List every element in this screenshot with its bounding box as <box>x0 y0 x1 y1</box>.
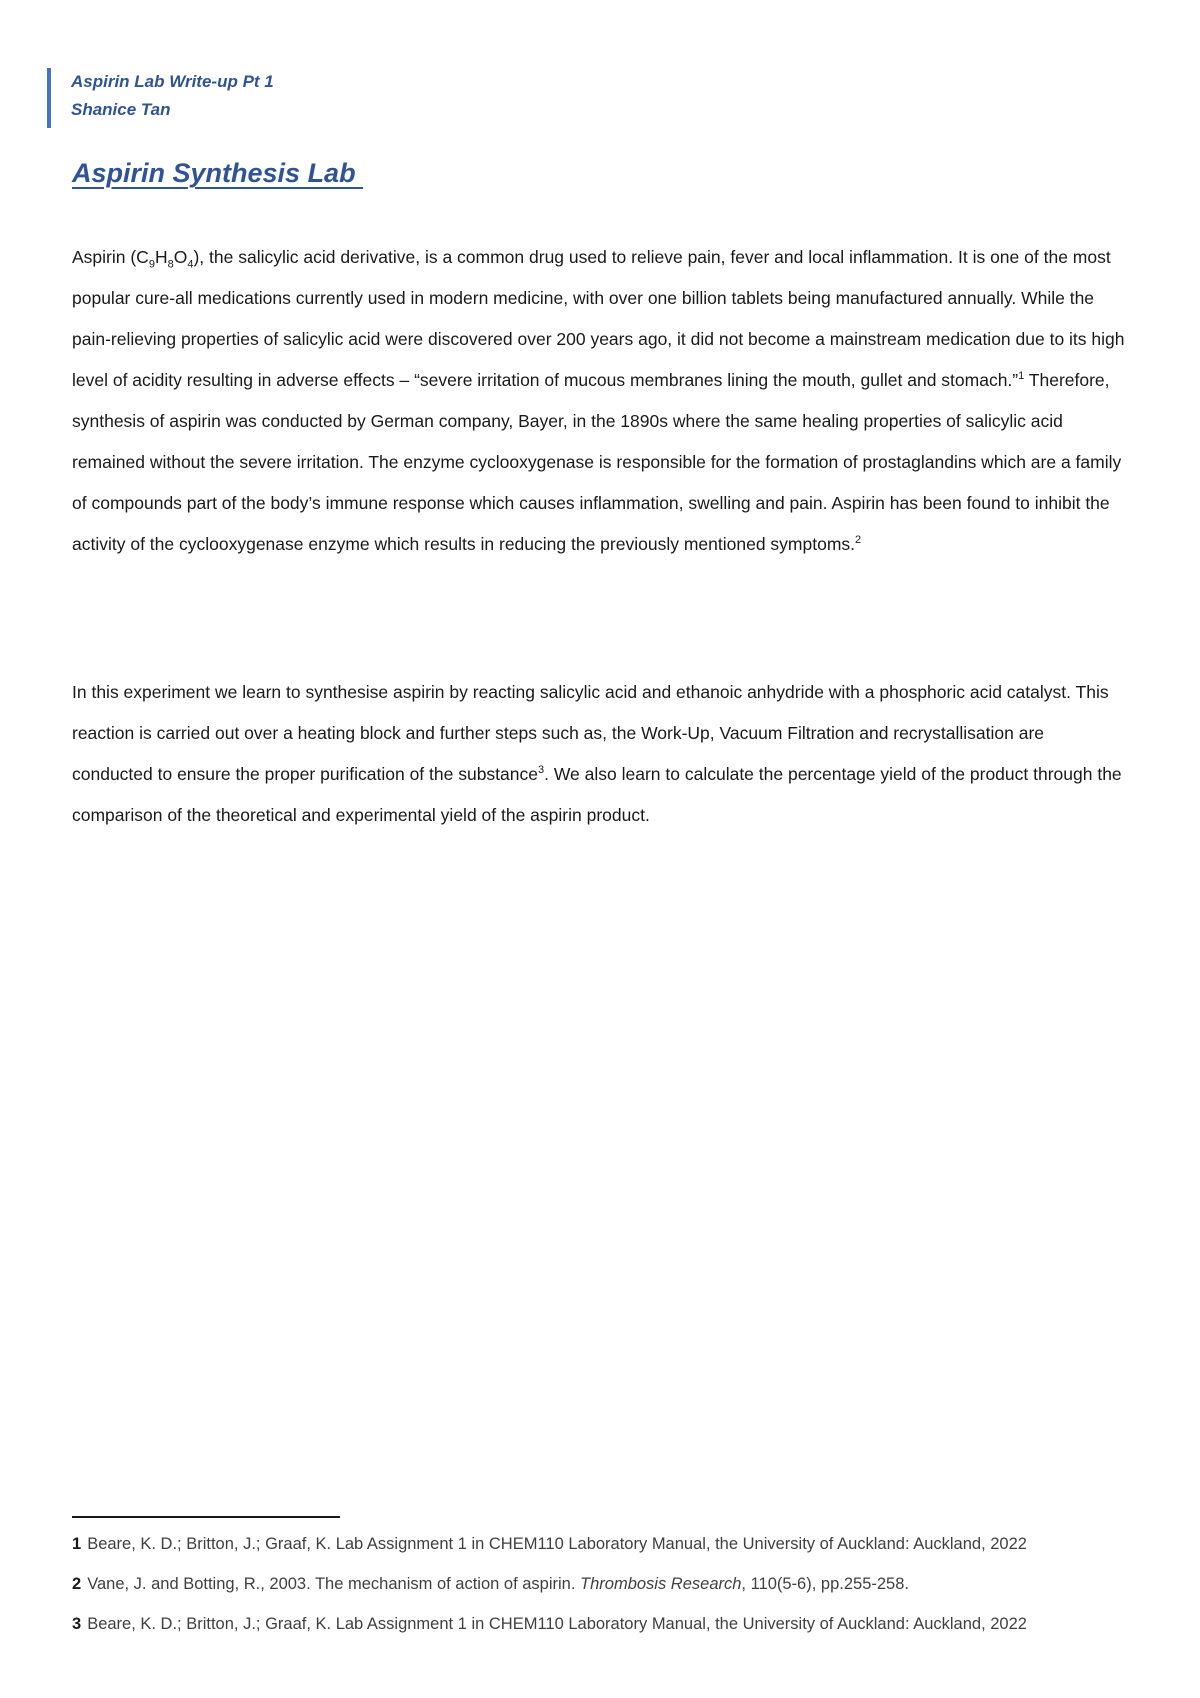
footnote-ref-1[interactable]: 1 <box>1018 370 1025 383</box>
footnote-2 <box>72 1564 1172 1604</box>
journal-name: Thrombosis Research <box>580 1575 742 1593</box>
para2-text-b: . We also learn to calculate the percentage yield of the product through the comparison of the theoretical and experimental yield of the aspirin product. <box>72 764 1122 825</box>
footnote-text-end: , 110(5-6), pp.255-258. <box>741 1575 909 1593</box>
para1-text-c: O <box>173 247 188 267</box>
footnote-text: Vane, J. and Botting, R., 2003. The mechanism of action of aspirin. <box>87 1575 581 1593</box>
oxygen-subscript: 4 <box>187 258 194 271</box>
carbon-subscript: 9 <box>148 258 155 271</box>
footnote-number: 2 <box>72 1575 82 1593</box>
page-header <box>47 68 274 128</box>
footnote-number: 3 <box>72 1615 82 1633</box>
document-title: Aspirin Synthesis Lab <box>72 158 364 188</box>
hydrogen-subscript: 8 <box>167 258 174 271</box>
experiment-paragraph <box>72 672 1128 836</box>
footnote-1 <box>72 1524 1172 1564</box>
intro-paragraph <box>72 237 1128 565</box>
footnote-separator <box>72 1516 340 1518</box>
footnotes-section <box>72 1524 1172 1644</box>
para1-text-d: ), the salicylic acid derivative, is a common drug used to relieve pain, fever and local inflammation. It is one of the most popular cure-all medications currently used in modern medicine, with over one billion tablets being manufactured annually. While the pain-relieving properties of salicylic acid were discovered over 200 years ago, it did not become a mainstream medication due to its high level of acidity resulting in adverse effects – “severe irritation of mucous membranes lining the mouth, gullet and stomach.” <box>72 247 1125 390</box>
para2-text-a: In this experiment we learn to synthesise aspirin by reacting salicylic acid and ethanoic anhydride with a phosphoric acid catalyst. This reaction is carried out over a heating block and further steps such as, the Work-Up, Vacuum Filtration and recrystallisation are conducted to ensure the proper purification of the substance <box>72 682 1109 784</box>
header-author: Shanice Tan <box>71 100 171 119</box>
para1-text-a: Aspirin (C <box>72 247 149 267</box>
para1-text-b: H <box>154 247 168 267</box>
header-subtitle: Aspirin Lab Write-up Pt 1 <box>71 72 274 91</box>
footnote-ref-3[interactable]: 3 <box>538 764 545 777</box>
footnote-text: Beare, K. D.; Britton, J.; Graaf, K. Lab Assignment 1 in CHEM110 Laboratory Manual, the University of Auckland: Auckland, 2022 <box>87 1615 1027 1633</box>
para1-text-e: Therefore, synthesis of aspirin was conducted by German company, Bayer, in the 1890s where the same healing properties of salicylic acid remained without the severe irritation. The enzyme cyclooxygenase is responsible for the formation of prostaglandins which are a family of compounds part of the body’s immune response which causes inflammation, swelling and pain. Aspirin has been found to inhibit the activity of the cyclooxygenase enzyme which results in reducing the previously mentioned symptoms. <box>72 370 1122 554</box>
footnote-ref-2[interactable]: 2 <box>855 534 862 547</box>
footnote-text: Beare, K. D.; Britton, J.; Graaf, K. Lab Assignment 1 in CHEM110 Laboratory Manual, the University of Auckland: Auckland, 2022 <box>87 1535 1027 1553</box>
footnote-3 <box>72 1604 1172 1644</box>
footnote-number: 1 <box>72 1535 82 1553</box>
